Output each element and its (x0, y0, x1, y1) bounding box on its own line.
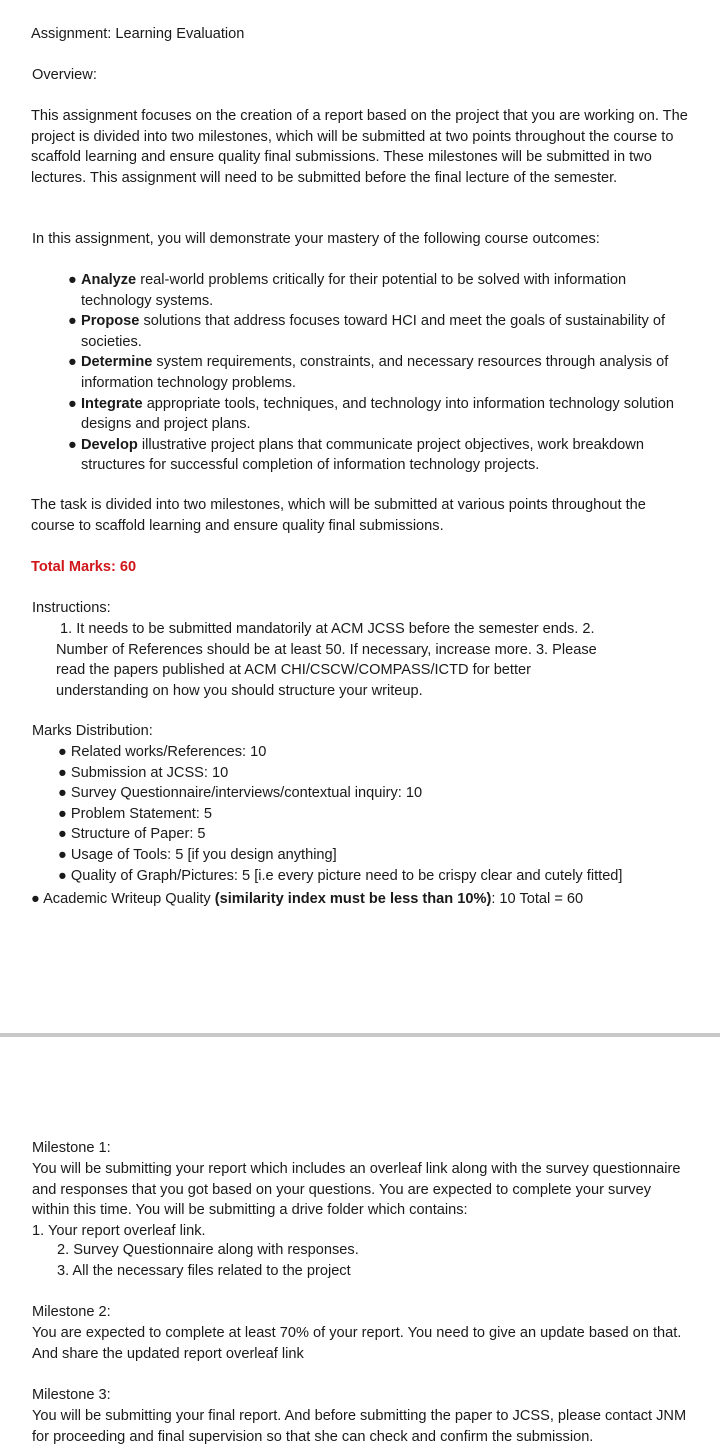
similarity-note: (similarity index must be less than 10%) (214, 891, 492, 907)
instructions-body (56, 619, 640, 701)
list-item (58, 845, 700, 866)
marks-item-text: Academic Writeup Quality (43, 891, 215, 907)
course-outcomes-list (58, 270, 690, 476)
bullet-icon: ● (58, 785, 67, 802)
bullet-icon: ● (68, 313, 77, 330)
list-item (58, 742, 700, 763)
milestone-1-list (57, 1240, 700, 1281)
bullet-icon: ● (31, 891, 40, 907)
list-item (58, 866, 700, 887)
outcome-verb: Integrate (81, 395, 143, 412)
page-title: Assignment: Learning Evaluation (31, 26, 245, 42)
instructions-line: 1. It needs to be submitted mandatorily at ACM JCSS before the semester ends. 2. (60, 621, 595, 637)
list-item (58, 352, 690, 393)
overview-label: Overview: (32, 67, 97, 83)
outcome-verb: Determine (81, 354, 153, 371)
bullet-icon: ● (68, 436, 77, 453)
bullet-icon: ● (68, 354, 77, 371)
outcome-text: solutions that address focuses toward HCI and meet the goals of sustainability of societies. (81, 313, 666, 350)
outcome-verb: Analyze (81, 272, 137, 288)
outcome-text: real-world problems critically for their potential to be solved with information technology systems. (81, 272, 627, 309)
instructions-line: read the papers published at ACM CHI/CSCW/COMPASS/ICTD for better (56, 662, 532, 679)
marks-item-text: Related works/References: 10 (70, 744, 267, 760)
outcome-text: appropriate tools, techniques, and technology into information technology solution designs and project plans. (81, 395, 675, 433)
page-divider (0, 1033, 720, 1037)
bullet-icon: ● (58, 826, 67, 843)
bullet-icon: ● (58, 744, 67, 760)
total-marks: Total Marks: 60 (31, 559, 137, 575)
outcome-verb: Propose (81, 313, 140, 330)
list-item (58, 804, 700, 825)
marks-distribution-label: Marks Distribution: (32, 723, 153, 739)
marks-item-text: Survey Questionnaire/interviews/contextual inquiry: 10 (70, 785, 423, 802)
milestone-2-body: You are expected to complete at least 70% of your report. You need to give an update based on that. And share the updated report overleaf link (32, 1325, 682, 1362)
milestone-1-body (32, 1159, 692, 1241)
outcomes-lead: In this assignment, you will demonstrate your mastery of the following course outcomes: (32, 231, 600, 247)
bullet-icon: ● (58, 867, 67, 884)
bullet-icon: ● (68, 272, 77, 288)
milestone-3-body: You will be submitting your final report. And before submitting the paper to JCSS, please contact JNM for proceeding and final supervision so that she can check and confirm the submission. (32, 1408, 687, 1445)
list-item (58, 435, 690, 476)
milestone-1-label: Milestone 1: (32, 1140, 111, 1156)
marks-item-text: Usage of Tools: 5 [if you design anything] (70, 846, 337, 863)
marks-item-score: : 10 Total = 60 (491, 891, 584, 907)
instructions-line: Number of References should be at least 50. If necessary, increase more. 3. Please (56, 641, 597, 658)
overview-paragraph: This assignment focuses on the creation of a report based on the project that you are working on. The project is divided into two milestones, which will be submitted at two points throughout the course to scaffold learning and ensure quality final submissions. These milestones will be submitted in two lectures. This assignment will need to be submitted before the final lecture of the semester. (31, 108, 688, 186)
milestone-2-label: Milestone 2: (32, 1304, 111, 1320)
list-item (58, 824, 700, 845)
outcome-text: system requirements, constraints, and necessary resources through analysis of information technology problems. (81, 354, 669, 391)
list-item (58, 311, 690, 352)
marks-item-text: Quality of Graph/Pictures: 5 [i.e every picture need to be crispy clear and cutely fitted] (70, 867, 623, 884)
bullet-icon: ● (58, 846, 67, 863)
marks-item-text: Structure of Paper: 5 (70, 826, 206, 843)
bullet-icon: ● (58, 764, 67, 781)
task-paragraph: The task is divided into two milestones, which will be submitted at various points throughout the course to scaffold learning and ensure quality final submissions. (31, 497, 646, 534)
list-item: 2. Survey Questionnaire along with responses. (57, 1242, 359, 1258)
marks-item-text: Problem Statement: 5 (70, 805, 213, 822)
milestone-3-label: Milestone 3: (32, 1387, 111, 1403)
milestone-1-item: 1. Your report overleaf link. (32, 1222, 206, 1239)
list-item (58, 763, 700, 784)
marks-distribution-list (58, 742, 700, 886)
milestone-1-text: You will be submitting your report which includes an overleaf link along with the survey questionnaire and responses that you got based on your questions. You are expected to complete your survey within this time. You will be submitting a drive folder which contains: (32, 1161, 681, 1219)
list-item (58, 270, 690, 311)
instructions-line: understanding on how you should structure your writeup. (56, 682, 423, 699)
instructions-label: Instructions: (32, 600, 111, 616)
bullet-icon: ● (58, 805, 67, 822)
bullet-icon: ● (68, 395, 77, 412)
marks-item-writeup-quality (31, 889, 710, 910)
outcome-verb: Develop (81, 436, 138, 453)
list-item (58, 783, 700, 804)
list-item (58, 394, 690, 435)
list-item: 3. All the necessary files related to the project (57, 1262, 351, 1279)
marks-item-text: Submission at JCSS: 10 (70, 764, 229, 781)
outcome-text: illustrative project plans that communicate project objectives, work breakdown structures for successful completion of information technology projects. (81, 436, 644, 474)
